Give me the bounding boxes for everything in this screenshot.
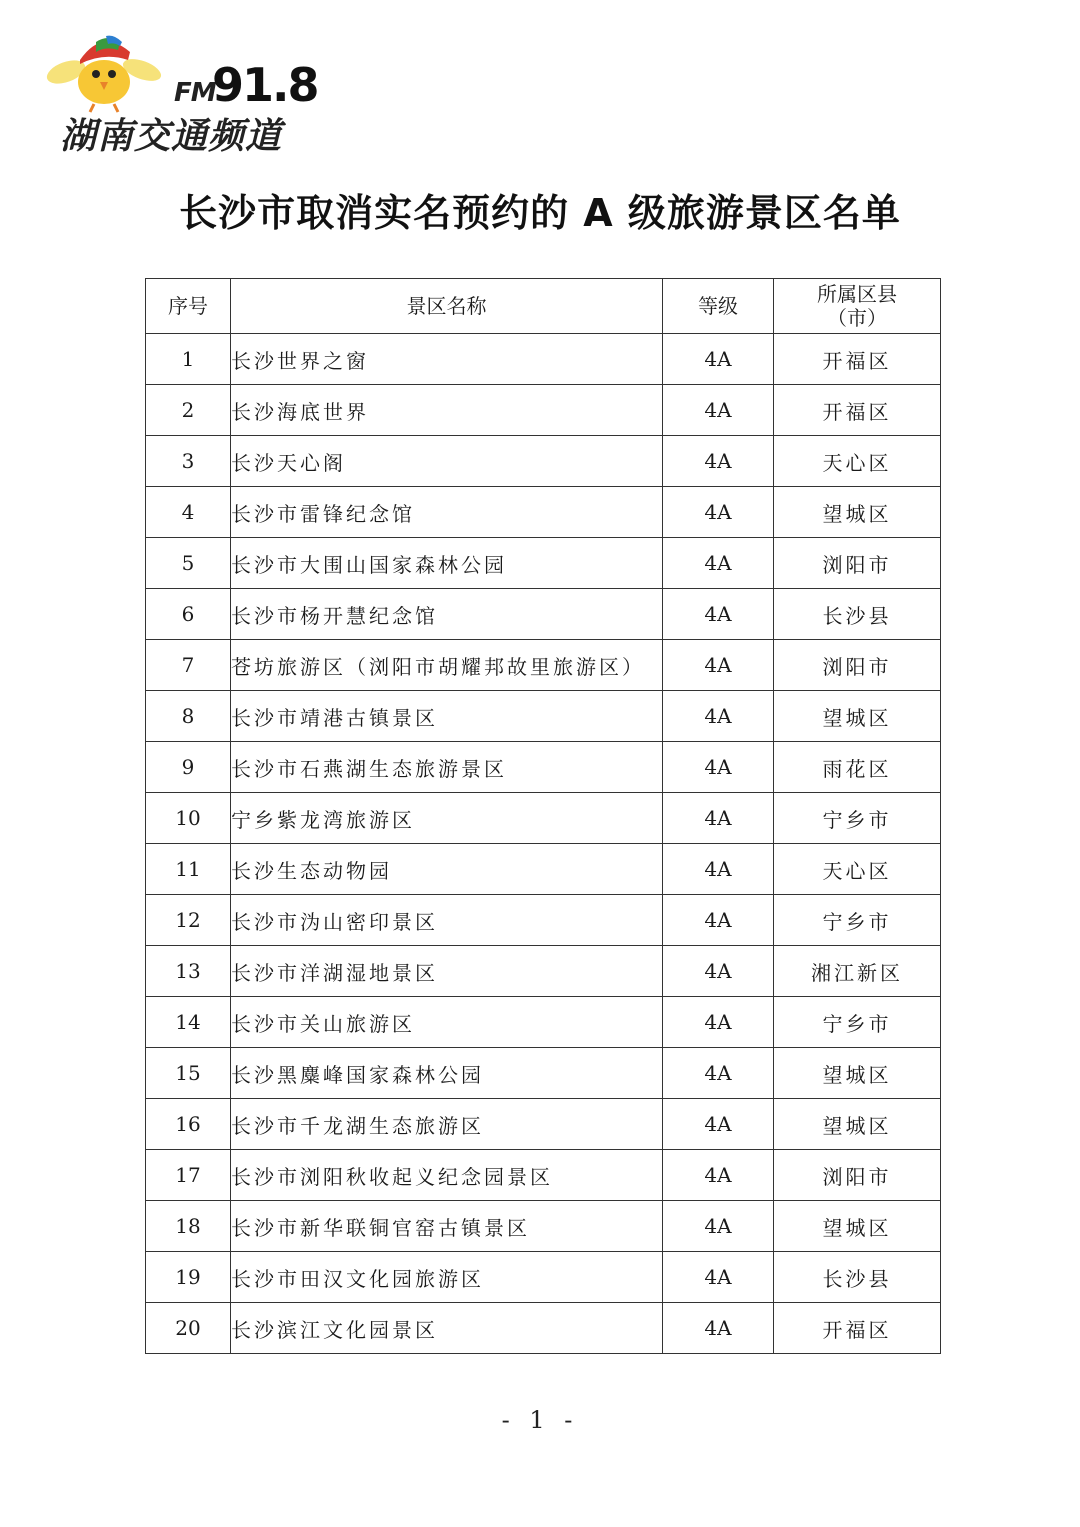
- cell-district: 长沙县: [774, 1252, 941, 1303]
- table-row: [146, 946, 941, 997]
- cell-level: 4A: [663, 1252, 774, 1303]
- cell-level: 4A: [663, 844, 774, 895]
- cell-no: 16: [146, 1099, 231, 1150]
- cell-district: 天心区: [774, 844, 941, 895]
- cell-district: 雨花区: [774, 742, 941, 793]
- cell-district: 浏阳市: [774, 538, 941, 589]
- cell-name: 长沙生态动物园: [231, 844, 663, 895]
- logo-station-name: 湖南交通频道: [60, 116, 283, 157]
- table-row: [146, 1099, 941, 1150]
- cell-no: 5: [146, 538, 231, 589]
- table-row: [146, 334, 941, 385]
- cell-no: 9: [146, 742, 231, 793]
- cell-name: 长沙黑麋峰国家森林公园: [231, 1048, 663, 1099]
- cell-no: 18: [146, 1201, 231, 1252]
- cell-no: 19: [146, 1252, 231, 1303]
- cell-level: 4A: [663, 691, 774, 742]
- cell-no: 3: [146, 436, 231, 487]
- header-district: [774, 279, 941, 334]
- cell-level: 4A: [663, 487, 774, 538]
- logo-fm-text: FM: [174, 78, 216, 108]
- cell-district: 望城区: [774, 1048, 941, 1099]
- cell-no: 11: [146, 844, 231, 895]
- table-row: [146, 538, 941, 589]
- table-row: [146, 487, 941, 538]
- header-name: 景区名称: [231, 279, 663, 334]
- cell-level: 4A: [663, 1303, 774, 1354]
- table-row: [146, 793, 941, 844]
- cell-no: 15: [146, 1048, 231, 1099]
- cell-no: 2: [146, 385, 231, 436]
- cell-no: 12: [146, 895, 231, 946]
- cell-district: 开福区: [774, 1303, 941, 1354]
- cell-no: 14: [146, 997, 231, 1048]
- cell-name: 苍坊旅游区（浏阳市胡耀邦故里旅游区）: [231, 640, 663, 691]
- page-title: 长沙市取消实名预约的 A 级旅游景区名单: [179, 191, 901, 235]
- cell-level: 4A: [663, 385, 774, 436]
- cell-name: 长沙市新华联铜官窑古镇景区: [231, 1201, 663, 1252]
- cell-level: 4A: [663, 1099, 774, 1150]
- cell-name: 长沙天心阁: [231, 436, 663, 487]
- cell-no: 10: [146, 793, 231, 844]
- cell-district: 望城区: [774, 487, 941, 538]
- cell-district: 宁乡市: [774, 793, 941, 844]
- cell-district: 浏阳市: [774, 640, 941, 691]
- table-row: [146, 844, 941, 895]
- cell-name: 长沙世界之窗: [231, 334, 663, 385]
- cell-level: 4A: [663, 1048, 774, 1099]
- cell-no: 6: [146, 589, 231, 640]
- cell-level: 4A: [663, 1150, 774, 1201]
- header-district-line2: （市）: [827, 306, 887, 330]
- cell-district: 开福区: [774, 334, 941, 385]
- table-row: [146, 1252, 941, 1303]
- table-row: [146, 640, 941, 691]
- cell-level: 4A: [663, 793, 774, 844]
- cell-level: 4A: [663, 997, 774, 1048]
- cell-name: 长沙市关山旅游区: [231, 997, 663, 1048]
- cell-no: 4: [146, 487, 231, 538]
- cell-no: 7: [146, 640, 231, 691]
- cell-no: 13: [146, 946, 231, 997]
- cell-name: 长沙市千龙湖生态旅游区: [231, 1099, 663, 1150]
- cell-district: 长沙县: [774, 589, 941, 640]
- cell-no: 20: [146, 1303, 231, 1354]
- cell-name: 长沙市浏阳秋收起义纪念园景区: [231, 1150, 663, 1201]
- cell-name: 宁乡紫龙湾旅游区: [231, 793, 663, 844]
- table-row: [146, 997, 941, 1048]
- table-row: [146, 436, 941, 487]
- cell-level: 4A: [663, 742, 774, 793]
- cell-name: 长沙海底世界: [231, 385, 663, 436]
- table-row: [146, 1201, 941, 1252]
- header-district-line1: 所属区县: [817, 282, 897, 306]
- cell-level: 4A: [663, 946, 774, 997]
- cell-name: 长沙市靖港古镇景区: [231, 691, 663, 742]
- cell-level: 4A: [663, 640, 774, 691]
- table-row: [146, 589, 941, 640]
- cell-name: 长沙市洋湖湿地景区: [231, 946, 663, 997]
- table-row: [146, 1150, 941, 1201]
- table-row: [146, 742, 941, 793]
- cell-district: 天心区: [774, 436, 941, 487]
- table-row: [146, 1048, 941, 1099]
- cell-no: 8: [146, 691, 231, 742]
- cell-name: 长沙市田汉文化园旅游区: [231, 1252, 663, 1303]
- table-body: [146, 334, 941, 1354]
- table-row: [146, 691, 941, 742]
- table-row: [146, 895, 941, 946]
- cell-district: 望城区: [774, 1099, 941, 1150]
- logo-frequency: 91.8: [212, 58, 318, 112]
- cell-district: 望城区: [774, 691, 941, 742]
- cell-name: 长沙滨江文化园景区: [231, 1303, 663, 1354]
- scenic-spot-table: [145, 278, 941, 1354]
- cell-district: 开福区: [774, 385, 941, 436]
- cell-no: 17: [146, 1150, 231, 1201]
- cell-level: 4A: [663, 589, 774, 640]
- cell-name: 长沙市沩山密印景区: [231, 895, 663, 946]
- cell-level: 4A: [663, 334, 774, 385]
- cell-no: 1: [146, 334, 231, 385]
- table-row: [146, 385, 941, 436]
- cell-level: 4A: [663, 538, 774, 589]
- table-header-row: [146, 279, 941, 334]
- header-no: 序号: [146, 279, 231, 334]
- cell-name: 长沙市大围山国家森林公园: [231, 538, 663, 589]
- page-number: - 1 -: [501, 1406, 579, 1434]
- cell-district: 宁乡市: [774, 895, 941, 946]
- cell-level: 4A: [663, 895, 774, 946]
- cell-district: 望城区: [774, 1201, 941, 1252]
- table-row: [146, 1303, 941, 1354]
- station-logo: [44, 24, 318, 157]
- cell-name: 长沙市杨开慧纪念馆: [231, 589, 663, 640]
- cell-name: 长沙市雷锋纪念馆: [231, 487, 663, 538]
- cell-name: 长沙市石燕湖生态旅游景区: [231, 742, 663, 793]
- cell-district: 湘江新区: [774, 946, 941, 997]
- cell-level: 4A: [663, 436, 774, 487]
- header-level: 等级: [663, 279, 774, 334]
- cell-district: 浏阳市: [774, 1150, 941, 1201]
- cell-district: 宁乡市: [774, 997, 941, 1048]
- cell-level: 4A: [663, 1201, 774, 1252]
- mascot-bird-icon: [44, 24, 174, 114]
